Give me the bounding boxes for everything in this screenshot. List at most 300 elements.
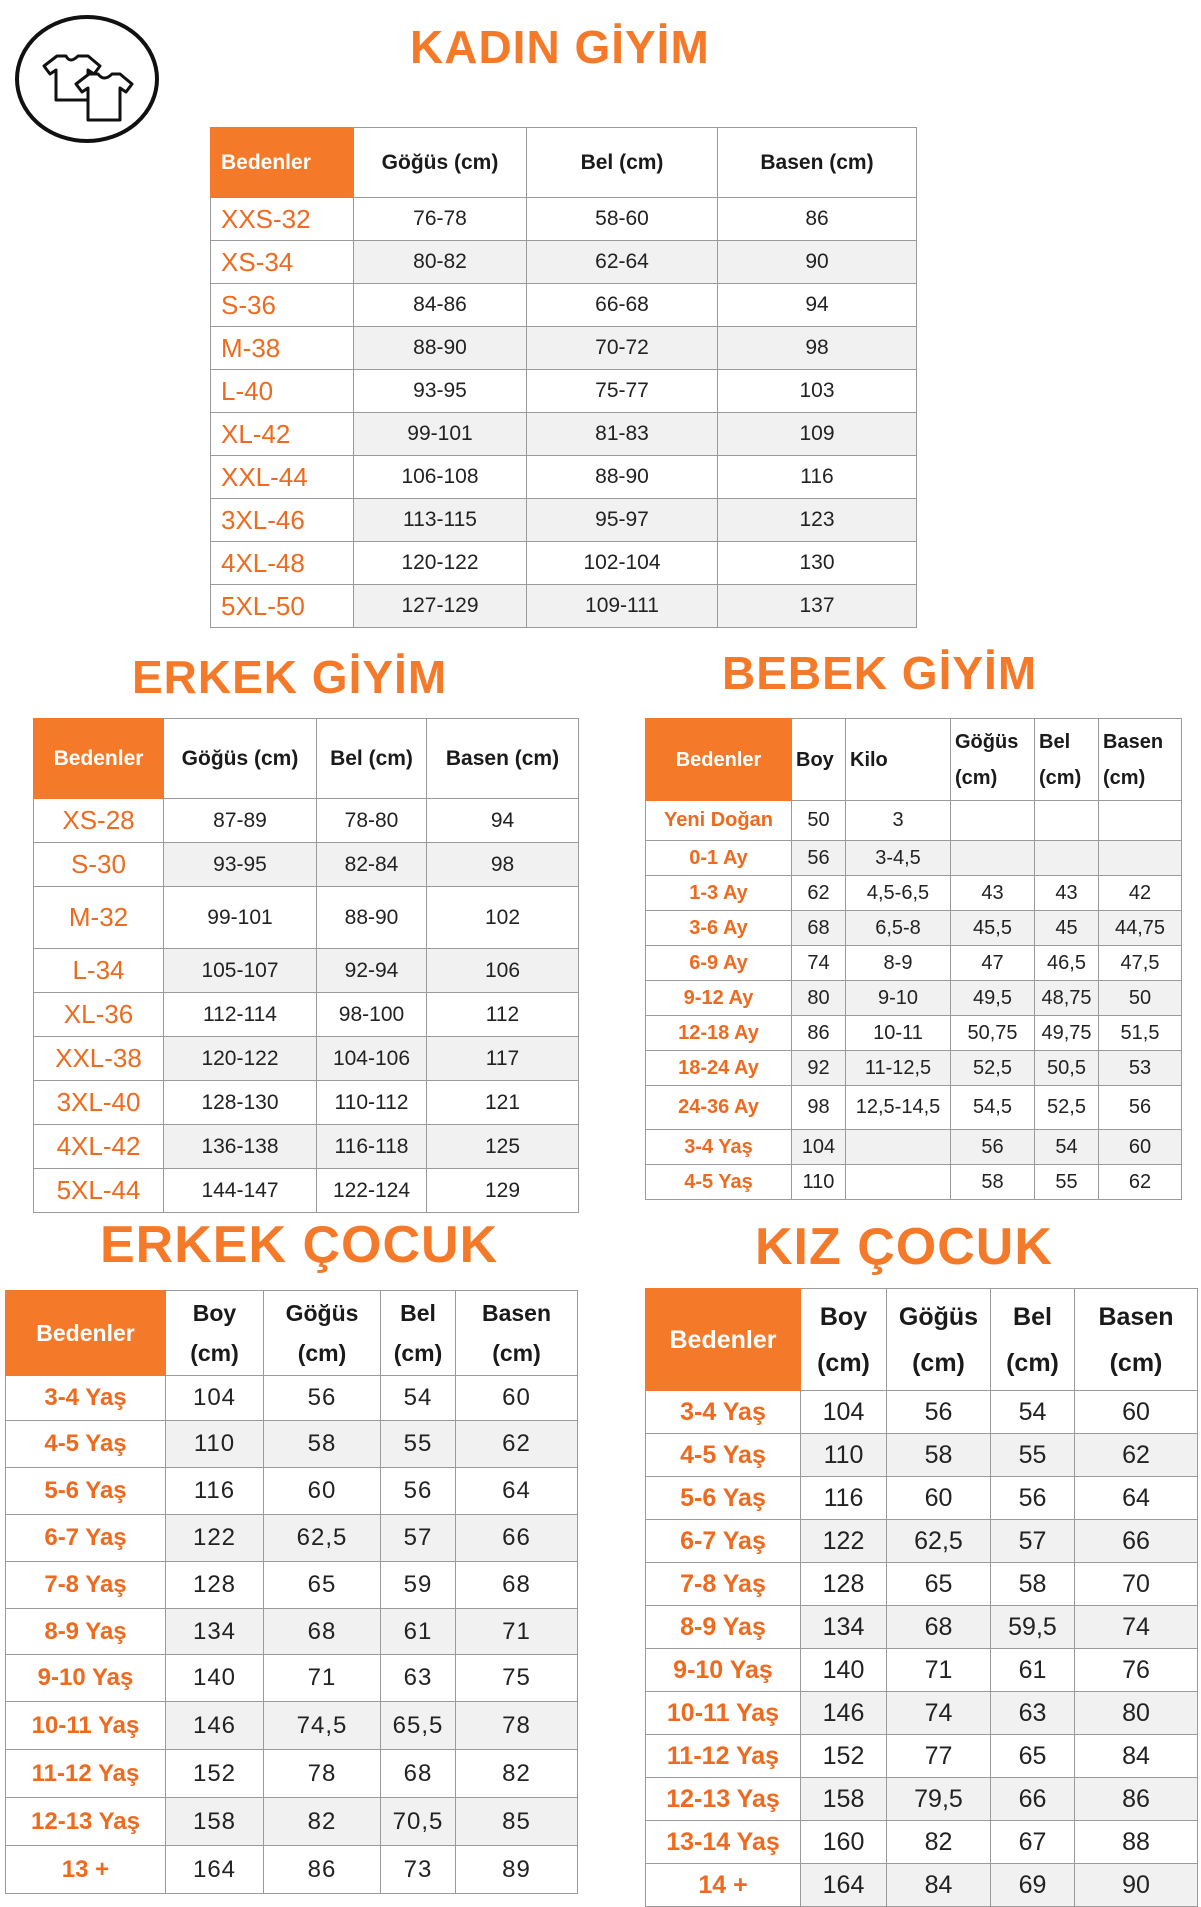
measurement-cell: 71 bbox=[456, 1609, 578, 1655]
measurement-cell: 63 bbox=[991, 1692, 1075, 1735]
measurement-cell: 82 bbox=[456, 1750, 578, 1798]
column-header: Bedenler bbox=[646, 1289, 801, 1391]
measurement-cell: 6,5-8 bbox=[846, 911, 951, 946]
column-header: Basen (cm) bbox=[427, 719, 579, 799]
table-row bbox=[211, 413, 917, 456]
measurement-cell: 59 bbox=[381, 1562, 456, 1609]
size-label: 10-11 Yaş bbox=[6, 1702, 166, 1750]
measurement-cell: 66 bbox=[1075, 1520, 1198, 1563]
table-row bbox=[34, 993, 579, 1037]
size-label: 9-12 Ay bbox=[646, 981, 792, 1016]
table-row bbox=[211, 499, 917, 542]
table-row bbox=[6, 1421, 578, 1468]
measurement-cell: 82 bbox=[887, 1821, 991, 1864]
measurement-cell: 134 bbox=[801, 1606, 887, 1649]
measurement-cell: 82 bbox=[264, 1798, 381, 1846]
table-row bbox=[211, 198, 917, 241]
table-row bbox=[646, 1864, 1198, 1907]
measurement-cell: 52,5 bbox=[1035, 1086, 1099, 1130]
measurement-cell: 77 bbox=[887, 1735, 991, 1778]
column-header: Kilo bbox=[846, 719, 951, 801]
size-label: 14 + bbox=[646, 1864, 801, 1907]
column-header: Boy (cm) bbox=[801, 1289, 887, 1391]
measurement-cell: 65 bbox=[887, 1563, 991, 1606]
size-label: 8-9 Yaş bbox=[6, 1609, 166, 1655]
measurement-cell: 68 bbox=[887, 1606, 991, 1649]
measurement-cell: 45,5 bbox=[951, 911, 1035, 946]
measurement-cell: 4,5-6,5 bbox=[846, 876, 951, 911]
measurement-cell: 74 bbox=[1075, 1606, 1198, 1649]
measurement-cell: 56 bbox=[887, 1391, 991, 1434]
column-header: Göğüs (cm) bbox=[354, 128, 527, 198]
measurement-cell: 102-104 bbox=[527, 542, 718, 585]
measurement-cell: 79,5 bbox=[887, 1778, 991, 1821]
measurement-cell: 62 bbox=[1099, 1165, 1182, 1200]
measurement-cell: 140 bbox=[801, 1649, 887, 1692]
measurement-cell: 109 bbox=[718, 413, 917, 456]
measurement-cell: 62,5 bbox=[887, 1520, 991, 1563]
measurement-cell: 54 bbox=[1035, 1130, 1099, 1165]
measurement-cell: 71 bbox=[887, 1649, 991, 1692]
measurement-cell: 116 bbox=[166, 1468, 264, 1515]
measurement-cell: 90 bbox=[1075, 1864, 1198, 1907]
measurement-cell: 9-10 bbox=[846, 981, 951, 1016]
kiz-cocuk-title: KIZ ÇOCUK bbox=[755, 1218, 1053, 1276]
measurement-cell: 164 bbox=[166, 1846, 264, 1894]
measurement-cell: 12,5-14,5 bbox=[846, 1086, 951, 1130]
table-row bbox=[34, 799, 579, 843]
measurement-cell: 84 bbox=[1075, 1735, 1198, 1778]
table-row bbox=[646, 1391, 1198, 1434]
table-row bbox=[646, 1778, 1198, 1821]
table-row bbox=[211, 585, 917, 628]
measurement-cell: 76-78 bbox=[354, 198, 527, 241]
size-label: 12-18 Ay bbox=[646, 1016, 792, 1051]
measurement-cell: 116 bbox=[801, 1477, 887, 1520]
measurement-cell: 113-115 bbox=[354, 499, 527, 542]
table-row bbox=[646, 1051, 1182, 1086]
measurement-cell: 95-97 bbox=[527, 499, 718, 542]
table-row bbox=[646, 1016, 1182, 1051]
measurement-cell: 110 bbox=[792, 1165, 846, 1200]
measurement-cell: 80-82 bbox=[354, 241, 527, 284]
measurement-cell: 158 bbox=[801, 1778, 887, 1821]
table-row bbox=[646, 841, 1182, 876]
size-label: XXL-44 bbox=[211, 456, 354, 499]
erkek-size-table bbox=[33, 718, 579, 1213]
bebek-size-table bbox=[645, 718, 1182, 1200]
measurement-cell: 117 bbox=[427, 1037, 579, 1081]
measurement-cell: 98 bbox=[427, 843, 579, 887]
measurement-cell: 10-11 bbox=[846, 1016, 951, 1051]
table-row bbox=[646, 1563, 1198, 1606]
measurement-cell: 70 bbox=[1075, 1563, 1198, 1606]
size-label: 3-4 Yaş bbox=[646, 1130, 792, 1165]
size-label: 5XL-44 bbox=[34, 1169, 164, 1213]
measurement-cell: 50 bbox=[1099, 981, 1182, 1016]
measurement-cell: 104 bbox=[792, 1130, 846, 1165]
table-row bbox=[646, 1692, 1198, 1735]
measurement-cell: 164 bbox=[801, 1864, 887, 1907]
measurement-cell: 122 bbox=[166, 1515, 264, 1562]
measurement-cell: 74 bbox=[887, 1692, 991, 1735]
measurement-cell: 106 bbox=[427, 949, 579, 993]
measurement-cell: 116 bbox=[718, 456, 917, 499]
column-header: Bedenler bbox=[211, 128, 354, 198]
table-row bbox=[646, 801, 1182, 841]
column-header: Bedenler bbox=[34, 719, 164, 799]
measurement-cell: 47,5 bbox=[1099, 946, 1182, 981]
measurement-cell: 3-4,5 bbox=[846, 841, 951, 876]
measurement-cell: 88-90 bbox=[317, 887, 427, 949]
measurement-cell: 144-147 bbox=[164, 1169, 317, 1213]
bebek-title: BEBEK GİYİM bbox=[722, 647, 1038, 699]
measurement-cell bbox=[1035, 801, 1099, 841]
measurement-cell: 112 bbox=[427, 993, 579, 1037]
size-label: 7-8 Yaş bbox=[646, 1563, 801, 1606]
measurement-cell: 66-68 bbox=[527, 284, 718, 327]
measurement-cell bbox=[1035, 841, 1099, 876]
measurement-cell: 82-84 bbox=[317, 843, 427, 887]
measurement-cell: 152 bbox=[166, 1750, 264, 1798]
measurement-cell: 57 bbox=[991, 1520, 1075, 1563]
measurement-cell: 46,5 bbox=[1035, 946, 1099, 981]
column-header: Göğüs (cm) bbox=[887, 1289, 991, 1391]
measurement-cell: 62 bbox=[1075, 1434, 1198, 1477]
size-label: 12-13 Yaş bbox=[646, 1778, 801, 1821]
measurement-cell: 60 bbox=[1075, 1391, 1198, 1434]
measurement-cell: 56 bbox=[991, 1477, 1075, 1520]
measurement-cell: 80 bbox=[1075, 1692, 1198, 1735]
measurement-cell: 88-90 bbox=[354, 327, 527, 370]
column-header: Bel (cm) bbox=[1035, 719, 1099, 801]
measurement-cell: 58 bbox=[264, 1421, 381, 1468]
header-row bbox=[6, 1291, 578, 1376]
measurement-cell: 136-138 bbox=[164, 1125, 317, 1169]
size-label: 9-10 Yaş bbox=[646, 1649, 801, 1692]
measurement-cell: 127-129 bbox=[354, 585, 527, 628]
measurement-cell bbox=[1099, 801, 1182, 841]
measurement-cell: 58 bbox=[887, 1434, 991, 1477]
measurement-cell bbox=[1099, 841, 1182, 876]
kadin-size-table bbox=[210, 127, 917, 628]
measurement-cell: 120-122 bbox=[164, 1037, 317, 1081]
table-row bbox=[646, 981, 1182, 1016]
measurement-cell: 67 bbox=[991, 1821, 1075, 1864]
size-label: 4XL-42 bbox=[34, 1125, 164, 1169]
kiz-cocuk-size-table bbox=[645, 1288, 1198, 1907]
size-label: XXS-32 bbox=[211, 198, 354, 241]
measurement-cell: 62 bbox=[792, 876, 846, 911]
size-label: 4-5 Yaş bbox=[6, 1421, 166, 1468]
measurement-cell: 109-111 bbox=[527, 585, 718, 628]
measurement-cell: 104-106 bbox=[317, 1037, 427, 1081]
measurement-cell: 110 bbox=[801, 1434, 887, 1477]
measurement-cell: 88-90 bbox=[527, 456, 718, 499]
measurement-cell: 66 bbox=[456, 1515, 578, 1562]
table-row bbox=[646, 1477, 1198, 1520]
measurement-cell: 73 bbox=[381, 1846, 456, 1894]
measurement-cell: 66 bbox=[991, 1778, 1075, 1821]
measurement-cell: 93-95 bbox=[164, 843, 317, 887]
measurement-cell: 55 bbox=[1035, 1165, 1099, 1200]
measurement-cell: 99-101 bbox=[164, 887, 317, 949]
measurement-cell: 47 bbox=[951, 946, 1035, 981]
size-label: 13 + bbox=[6, 1846, 166, 1894]
size-label: 6-7 Yaş bbox=[646, 1520, 801, 1563]
measurement-cell: 3 bbox=[846, 801, 951, 841]
table-row bbox=[6, 1846, 578, 1894]
measurement-cell: 54 bbox=[991, 1391, 1075, 1434]
table-row bbox=[646, 1821, 1198, 1864]
measurement-cell: 56 bbox=[951, 1130, 1035, 1165]
measurement-cell: 128 bbox=[166, 1562, 264, 1609]
column-header: Göğüs (cm) bbox=[264, 1291, 381, 1376]
size-label: 6-7 Yaş bbox=[6, 1515, 166, 1562]
measurement-cell: 58 bbox=[991, 1563, 1075, 1606]
table-row bbox=[6, 1798, 578, 1846]
size-label: 4XL-48 bbox=[211, 542, 354, 585]
measurement-cell: 78-80 bbox=[317, 799, 427, 843]
measurement-cell: 8-9 bbox=[846, 946, 951, 981]
measurement-cell: 70,5 bbox=[381, 1798, 456, 1846]
measurement-cell: 56 bbox=[792, 841, 846, 876]
table-row bbox=[6, 1376, 578, 1421]
size-label: L-40 bbox=[211, 370, 354, 413]
measurement-cell bbox=[846, 1130, 951, 1165]
measurement-cell: 81-83 bbox=[527, 413, 718, 456]
measurement-cell: 137 bbox=[718, 585, 917, 628]
measurement-cell: 50,75 bbox=[951, 1016, 1035, 1051]
measurement-cell: 128-130 bbox=[164, 1081, 317, 1125]
measurement-cell: 134 bbox=[166, 1609, 264, 1655]
measurement-cell: 63 bbox=[381, 1655, 456, 1702]
measurement-cell: 74 bbox=[792, 946, 846, 981]
measurement-cell: 146 bbox=[801, 1692, 887, 1735]
measurement-cell: 54 bbox=[381, 1376, 456, 1421]
measurement-cell: 64 bbox=[456, 1468, 578, 1515]
size-label: Yeni Doğan bbox=[646, 801, 792, 841]
measurement-cell: 65 bbox=[991, 1735, 1075, 1778]
size-label: 4-5 Yaş bbox=[646, 1434, 801, 1477]
table-row bbox=[646, 876, 1182, 911]
header-row bbox=[646, 719, 1182, 801]
column-header: Bel (cm) bbox=[381, 1291, 456, 1376]
measurement-cell: 43 bbox=[1035, 876, 1099, 911]
measurement-cell: 125 bbox=[427, 1125, 579, 1169]
size-label: L-34 bbox=[34, 949, 164, 993]
table-row bbox=[646, 911, 1182, 946]
measurement-cell: 64 bbox=[1075, 1477, 1198, 1520]
measurement-cell: 58-60 bbox=[527, 198, 718, 241]
table-row bbox=[646, 1649, 1198, 1692]
table-row bbox=[646, 1434, 1198, 1477]
size-label: XXL-38 bbox=[34, 1037, 164, 1081]
measurement-cell: 92 bbox=[792, 1051, 846, 1086]
size-label: 11-12 Yaş bbox=[6, 1750, 166, 1798]
measurement-cell: 94 bbox=[427, 799, 579, 843]
measurement-cell: 93-95 bbox=[354, 370, 527, 413]
column-header: Göğüs (cm) bbox=[164, 719, 317, 799]
measurement-cell: 86 bbox=[718, 198, 917, 241]
measurement-cell: 57 bbox=[381, 1515, 456, 1562]
measurement-cell: 11-12,5 bbox=[846, 1051, 951, 1086]
table-row bbox=[6, 1515, 578, 1562]
size-label: S-30 bbox=[34, 843, 164, 887]
kadin-title: KADIN GİYİM bbox=[410, 21, 710, 73]
table-row bbox=[211, 284, 917, 327]
erkek-cocuk-title: ERKEK ÇOCUK bbox=[100, 1216, 499, 1274]
measurement-cell: 158 bbox=[166, 1798, 264, 1846]
measurement-cell: 99-101 bbox=[354, 413, 527, 456]
measurement-cell: 98-100 bbox=[317, 993, 427, 1037]
table-row bbox=[211, 327, 917, 370]
measurement-cell: 62 bbox=[456, 1421, 578, 1468]
header-row bbox=[34, 719, 579, 799]
header-row bbox=[646, 1289, 1198, 1391]
measurement-cell: 54,5 bbox=[951, 1086, 1035, 1130]
measurement-cell: 80 bbox=[792, 981, 846, 1016]
measurement-cell: 103 bbox=[718, 370, 917, 413]
measurement-cell: 74,5 bbox=[264, 1702, 381, 1750]
size-label: 5-6 Yaş bbox=[646, 1477, 801, 1520]
measurement-cell: 120-122 bbox=[354, 542, 527, 585]
measurement-cell: 89 bbox=[456, 1846, 578, 1894]
measurement-cell: 53 bbox=[1099, 1051, 1182, 1086]
table-row bbox=[34, 887, 579, 949]
column-header: Basen (cm) bbox=[1099, 719, 1182, 801]
size-label: 3-4 Yaş bbox=[6, 1376, 166, 1421]
size-label: 10-11 Yaş bbox=[646, 1692, 801, 1735]
measurement-cell: 128 bbox=[801, 1563, 887, 1606]
table-row bbox=[646, 1086, 1182, 1130]
measurement-cell: 48,75 bbox=[1035, 981, 1099, 1016]
size-label: 9-10 Yaş bbox=[6, 1655, 166, 1702]
table-row bbox=[646, 946, 1182, 981]
measurement-cell: 62-64 bbox=[527, 241, 718, 284]
size-label: 11-12 Yaş bbox=[646, 1735, 801, 1778]
measurement-cell: 140 bbox=[166, 1655, 264, 1702]
measurement-cell: 84-86 bbox=[354, 284, 527, 327]
table-row bbox=[34, 1125, 579, 1169]
measurement-cell: 104 bbox=[166, 1376, 264, 1421]
column-header: Boy bbox=[792, 719, 846, 801]
measurement-cell: 55 bbox=[381, 1421, 456, 1468]
measurement-cell: 56 bbox=[1099, 1086, 1182, 1130]
measurement-cell: 90 bbox=[718, 241, 917, 284]
size-label: XS-34 bbox=[211, 241, 354, 284]
measurement-cell: 102 bbox=[427, 887, 579, 949]
measurement-cell: 94 bbox=[718, 284, 917, 327]
measurement-cell: 60 bbox=[887, 1477, 991, 1520]
table-row bbox=[34, 1037, 579, 1081]
measurement-cell: 123 bbox=[718, 499, 917, 542]
size-label: S-36 bbox=[211, 284, 354, 327]
measurement-cell: 49,5 bbox=[951, 981, 1035, 1016]
size-label: 24-36 Ay bbox=[646, 1086, 792, 1130]
measurement-cell: 106-108 bbox=[354, 456, 527, 499]
measurement-cell: 51,5 bbox=[1099, 1016, 1182, 1051]
size-label: 13-14 Yaş bbox=[646, 1821, 801, 1864]
column-header: Göğüs (cm) bbox=[951, 719, 1035, 801]
measurement-cell bbox=[951, 841, 1035, 876]
measurement-cell: 112-114 bbox=[164, 993, 317, 1037]
table-row bbox=[6, 1702, 578, 1750]
table-row bbox=[6, 1562, 578, 1609]
size-label: 4-5 Yaş bbox=[646, 1165, 792, 1200]
measurement-cell: 55 bbox=[991, 1434, 1075, 1477]
column-header: Bedenler bbox=[6, 1291, 166, 1376]
measurement-cell: 50 bbox=[792, 801, 846, 841]
size-label: XL-36 bbox=[34, 993, 164, 1037]
column-header: Boy (cm) bbox=[166, 1291, 264, 1376]
column-header: Bel (cm) bbox=[991, 1289, 1075, 1391]
measurement-cell: 78 bbox=[456, 1702, 578, 1750]
table-row bbox=[646, 1606, 1198, 1649]
measurement-cell: 61 bbox=[991, 1649, 1075, 1692]
measurement-cell: 152 bbox=[801, 1735, 887, 1778]
measurement-cell: 43 bbox=[951, 876, 1035, 911]
size-label: 3-6 Ay bbox=[646, 911, 792, 946]
measurement-cell: 56 bbox=[381, 1468, 456, 1515]
table-row bbox=[211, 456, 917, 499]
table-row bbox=[646, 1130, 1182, 1165]
measurement-cell: 110 bbox=[166, 1421, 264, 1468]
table-row bbox=[34, 949, 579, 993]
measurement-cell: 116-118 bbox=[317, 1125, 427, 1169]
erkek-title: ERKEK GİYİM bbox=[132, 651, 448, 703]
column-header: Basen (cm) bbox=[718, 128, 917, 198]
size-label: 3XL-40 bbox=[34, 1081, 164, 1125]
tshirts-icon bbox=[14, 14, 160, 144]
table-row bbox=[34, 1169, 579, 1213]
size-label: XS-28 bbox=[34, 799, 164, 843]
size-label: 12-13 Yaş bbox=[6, 1798, 166, 1846]
measurement-cell: 92-94 bbox=[317, 949, 427, 993]
measurement-cell: 52,5 bbox=[951, 1051, 1035, 1086]
column-header: Basen (cm) bbox=[456, 1291, 578, 1376]
measurement-cell: 129 bbox=[427, 1169, 579, 1213]
measurement-cell: 121 bbox=[427, 1081, 579, 1125]
size-label: 0-1 Ay bbox=[646, 841, 792, 876]
measurement-cell: 45 bbox=[1035, 911, 1099, 946]
table-row bbox=[34, 843, 579, 887]
column-header: Bel (cm) bbox=[317, 719, 427, 799]
measurement-cell: 62,5 bbox=[264, 1515, 381, 1562]
measurement-cell: 98 bbox=[792, 1086, 846, 1130]
measurement-cell: 68 bbox=[456, 1562, 578, 1609]
measurement-cell: 104 bbox=[801, 1391, 887, 1434]
measurement-cell: 65,5 bbox=[381, 1702, 456, 1750]
size-label: 5-6 Yaş bbox=[6, 1468, 166, 1515]
measurement-cell bbox=[846, 1165, 951, 1200]
size-label: M-38 bbox=[211, 327, 354, 370]
measurement-cell: 84 bbox=[887, 1864, 991, 1907]
size-label: 7-8 Yaş bbox=[6, 1562, 166, 1609]
measurement-cell: 65 bbox=[264, 1562, 381, 1609]
size-label: 3XL-46 bbox=[211, 499, 354, 542]
table-row bbox=[6, 1655, 578, 1702]
size-label: 1-3 Ay bbox=[646, 876, 792, 911]
table-row bbox=[646, 1735, 1198, 1778]
measurement-cell: 60 bbox=[264, 1468, 381, 1515]
table-row bbox=[646, 1520, 1198, 1563]
column-header: Bel (cm) bbox=[527, 128, 718, 198]
measurement-cell: 105-107 bbox=[164, 949, 317, 993]
size-label: 3-4 Yaş bbox=[646, 1391, 801, 1434]
measurement-cell: 122-124 bbox=[317, 1169, 427, 1213]
table-row bbox=[211, 542, 917, 585]
